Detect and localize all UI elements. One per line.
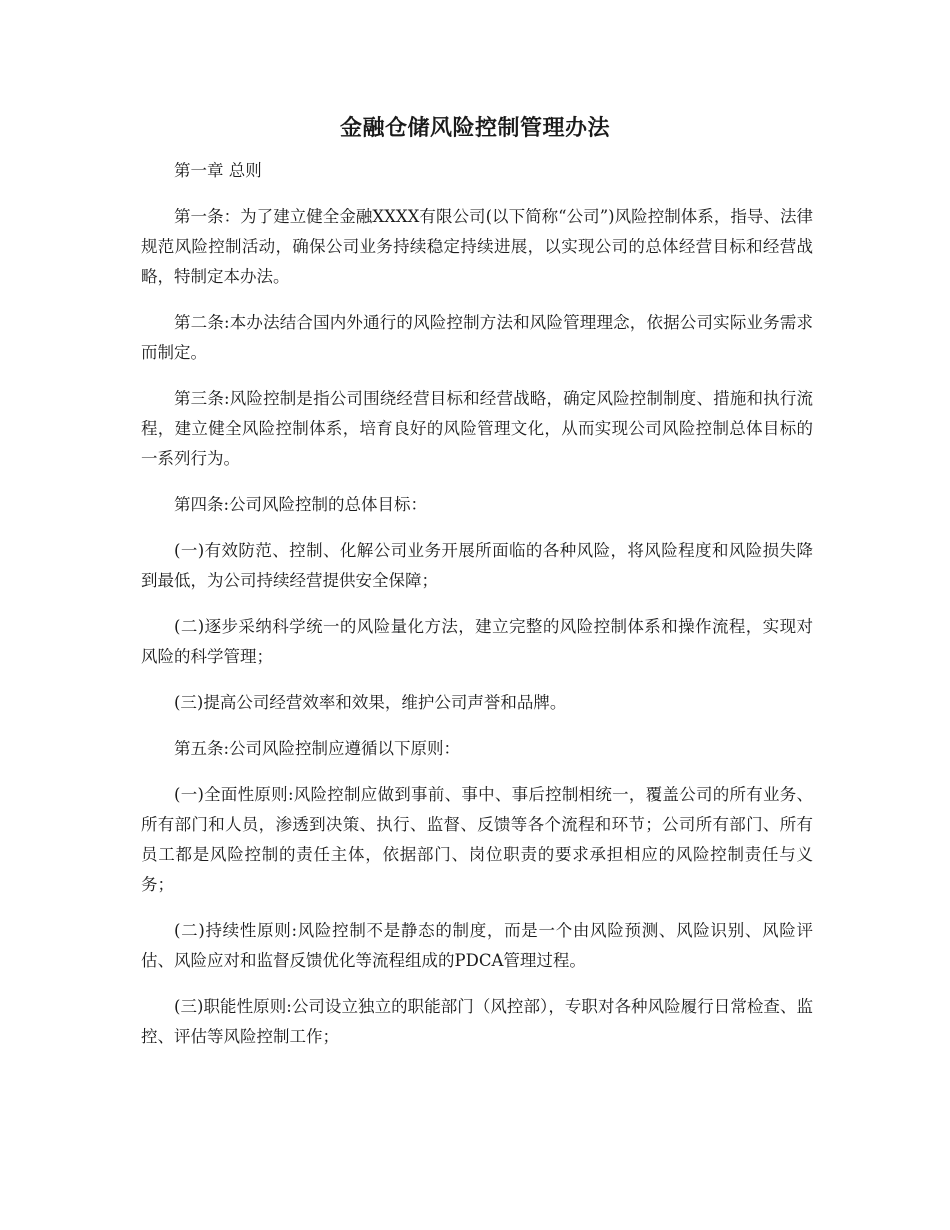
article-5: 第五条:公司风险控制应遵循以下原则： (174, 739, 461, 758)
article-1: 第一条：为了建立健全金融XXXX有限公司(以下简称“公司”)风险控制体系，指导、法律规范风险控制活动，确保公司业务持续稳定持续进展，以实现公司的总体经营目标和经营战略，特制定本办法。 (141, 207, 813, 286)
article-4-item-2: (二)逐步采纳科学统一的风险量化方法，建立完整的风险控制体系和操作流程，实现对风险的科学管理； (141, 617, 813, 666)
article-5-item-2: (二)持续性原则:风险控制不是静态的制度，而是一个由风险预测、风险识别、风险评估、风险应对和监督反馈优化等流程组成的PDCA管理过程。 (141, 921, 813, 970)
article-4-item-3: (三)提高公司经营效率和效果，维护公司声誉和品牌。 (174, 693, 567, 712)
chapter-heading: 第一章 总则 (174, 161, 262, 180)
article-5-item-1: (一)全面性原则:风险控制应做到事前、事中、事后控制相统一，覆盖公司的所有业务、所有部门和人员，渗透到决策、执行、监督、反馈等各个流程和环节；公司所有部门、所有员工都是风险控制的责任主体，依据部门、岗位职责的要求承担相应的风险控制责任与义务； (141, 785, 813, 894)
article-5-item-3: (三)职能性原则:公司设立独立的职能部门（风控部），专职对各种风险履行日常检查、监控、评估等风险控制工作； (141, 997, 813, 1046)
article-2: 第二条:本办法结合国内外通行的风险控制方法和风险管理理念，依据公司实际业务需求而制定。 (141, 313, 813, 362)
document-title: 金融仓储风险控制管理办法 (339, 115, 610, 141)
article-4-item-1: (一)有效防范、控制、化解公司业务开展所面临的各种风险，将风险程度和风险损失降到最低，为公司持续经营提供安全保障； (141, 541, 813, 590)
document-body (141, 156, 813, 1052)
article-4: 第四条:公司风险控制的总体目标： (174, 495, 428, 514)
article-3: 第三条:风险控制是指公司围绕经营目标和经营战略，确定风险控制制度、措施和执行流程，建立健全风险控制体系，培育良好的风险管理文化，从而实现公司风险控制总体目标的一系列行为。 (141, 389, 813, 468)
